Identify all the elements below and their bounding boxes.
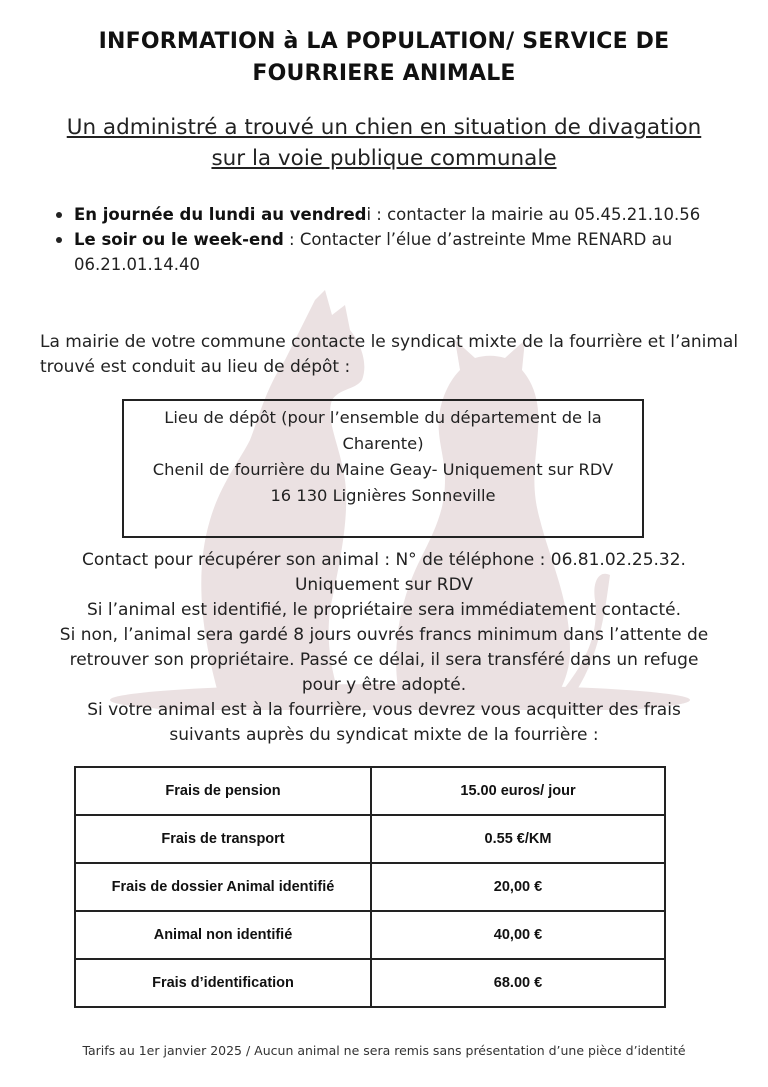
list-item [52, 227, 732, 277]
info-line: suivants auprès du syndicat mixte de la fourrière : [169, 725, 599, 745]
table-row [75, 911, 665, 959]
subtitle-line: Un administré a trouvé un chien en situation de divagation [66, 115, 702, 140]
fee-value: 40,00 € [371, 911, 665, 959]
bullet-text: : Contacter l’élue d’astreinte Mme RENARD au 06.21.01.14.40 [74, 230, 673, 274]
info-line: Contact pour récupérer son animal : N° de téléphone : 06.81.02.25.32. [82, 550, 686, 570]
page-subtitle [0, 112, 768, 174]
table-row [75, 767, 665, 815]
table-row [75, 959, 665, 1007]
info-line: Si l’animal est identifié, le propriétaire sera immédiatement contacté. [86, 600, 682, 620]
fee-label: Frais de pension [75, 767, 371, 815]
info-line: Si non, l’animal sera gardé 8 jours ouvrés francs minimum dans l’attente de [59, 625, 709, 645]
intro-paragraph: La mairie de votre commune contacte le syndicat mixte de la fourrière et l’animal trouvé est conduit au lieu de dépôt : [40, 332, 739, 377]
table-row [75, 815, 665, 863]
page-title [0, 26, 768, 90]
depot-line: Chenil de fourrière du Maine Geay- Uniquement sur RDV [152, 460, 614, 479]
list-item [52, 202, 732, 227]
bullet-bold: Le soir ou le week-end [74, 230, 284, 249]
footer-note: Tarifs au 1er janvier 2025 / Aucun animal ne sera remis sans présentation d’une pièce d’identité [82, 1043, 686, 1058]
bullet-text: i : contacter la mairie au 05.45.21.10.56 [366, 205, 701, 224]
fee-label: Animal non identifié [75, 911, 371, 959]
info-line: pour y être adopté. [301, 675, 467, 695]
fees-table [74, 766, 666, 1008]
depot-line: Lieu de dépôt (pour l’ensemble du département de la [164, 408, 602, 427]
info-line: Si votre animal est à la fourrière, vous devrez vous acquitter des frais [87, 700, 681, 720]
table-row [75, 863, 665, 911]
fee-value: 15.00 euros/ jour [371, 767, 665, 815]
depot-location-box [122, 399, 644, 538]
info-line: Uniquement sur RDV [294, 575, 474, 595]
fee-value: 20,00 € [371, 863, 665, 911]
fee-label: Frais de dossier Animal identifié [75, 863, 371, 911]
depot-line: 16 130 Lignières Sonneville [270, 486, 496, 505]
fee-value: 0.55 €/KM [371, 815, 665, 863]
subtitle-line: sur la voie publique communale [211, 146, 557, 171]
fee-label: Frais d’identification [75, 959, 371, 1007]
depot-line: Charente) [342, 434, 424, 453]
bullet-bold: En journée du lundi au vendred [74, 205, 367, 224]
fee-label: Frais de transport [75, 815, 371, 863]
fee-value: 68.00 € [371, 959, 665, 1007]
info-line: retrouver son propriétaire. Passé ce délai, il sera transféré dans un refuge [69, 650, 699, 670]
title-line: FOURRIERE ANIMALE [252, 61, 516, 86]
contact-bullet-list [52, 202, 732, 277]
info-paragraph [0, 548, 768, 748]
title-line: INFORMATION à LA POPULATION/ SERVICE DE [98, 29, 670, 54]
